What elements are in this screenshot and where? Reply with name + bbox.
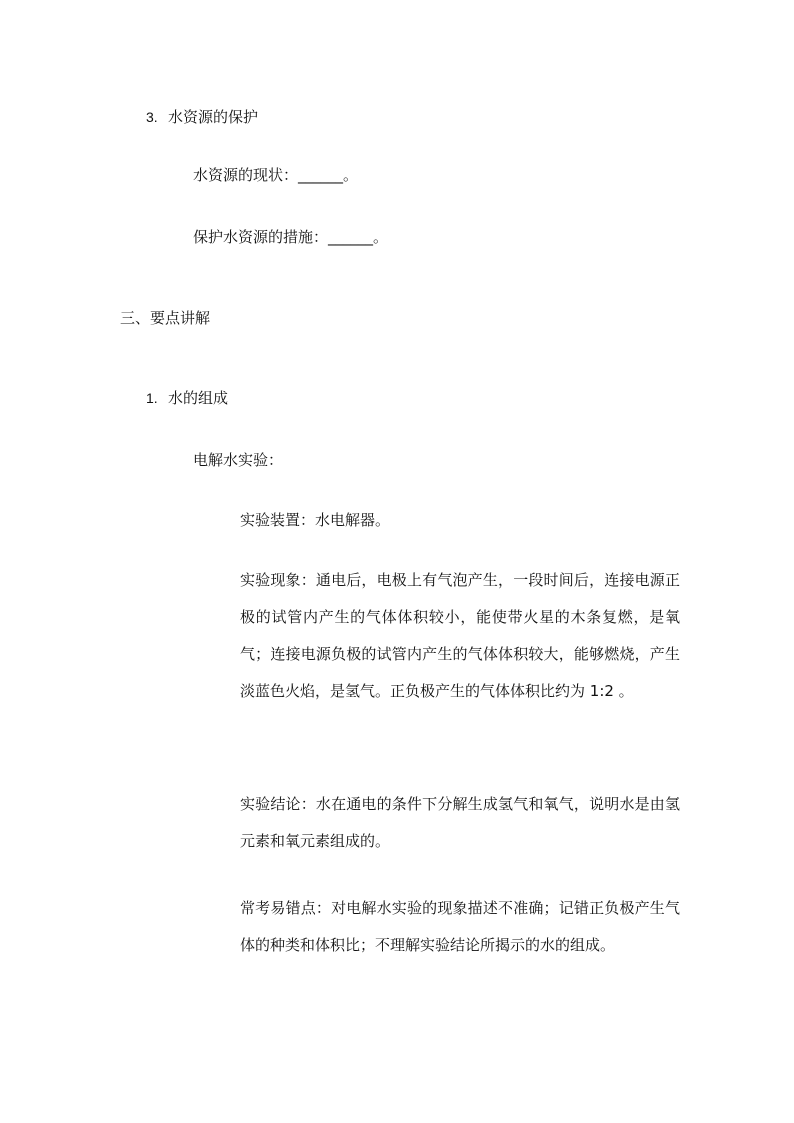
section-3-heading <box>146 107 258 127</box>
section-1-title: 水的组成 <box>168 389 229 407</box>
experiment-conclusion: 实验结论：水在通电的条件下分解生成氢气和氧气，说明水是由氢元素和氧元素组成的。 <box>240 795 680 850</box>
experiment-phenomenon: 实验现象：通电后，电极上有气泡产生，一段时间后，连接电源正极的试管内产生的气体体积较小，能使带火星的木条复燃，是氧气；连接电源负极的试管内产生的气体体积较大，能够燃烧，产生淡蓝色火焰，是氢气。正负极产生的气体体积比约为 1:2 。 <box>240 571 680 700</box>
section-1-number: 1. <box>146 390 158 406</box>
water-measures-line: 保护水资源的措施：______。 <box>193 228 389 246</box>
part-3-heading: 三、要点讲解 <box>120 309 211 327</box>
section-3-title: 水资源的保护 <box>168 108 259 126</box>
section-1-heading <box>146 388 228 408</box>
water-status-line: 水资源的现状：______。 <box>193 166 359 184</box>
section-3-number: 3. <box>146 109 158 125</box>
experiment-apparatus: 实验装置：水电解器。 <box>240 511 391 529</box>
common-mistakes: 常考易错点：对电解水实验的现象描述不准确；记错正负极产生气体的种类和体积比；不理解实验结论所揭示的水的组成。 <box>240 899 680 954</box>
experiment-title: 电解水实验： <box>193 451 284 469</box>
